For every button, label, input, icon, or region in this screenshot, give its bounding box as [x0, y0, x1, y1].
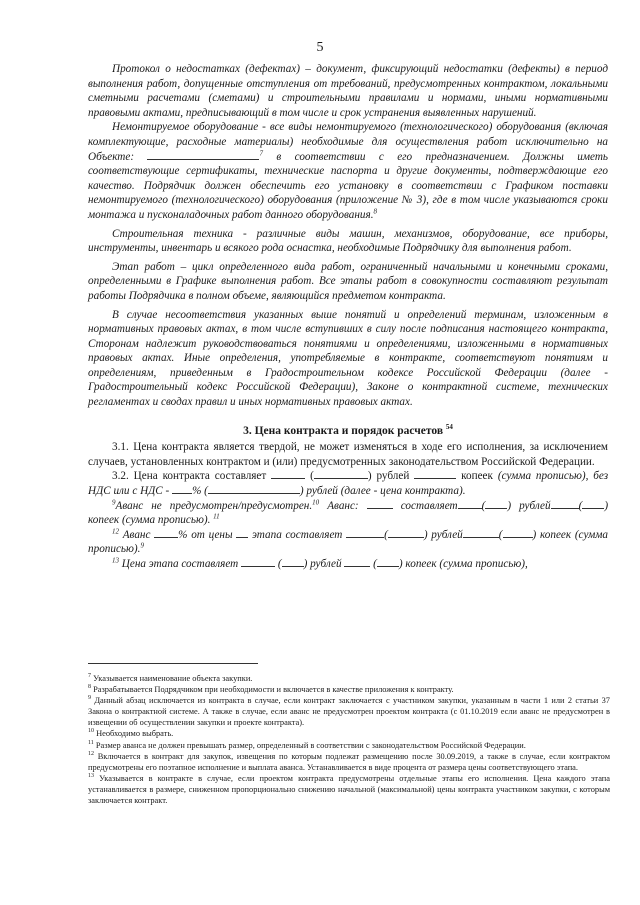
clause-text: ( [578, 499, 583, 512]
clause-text: ) рублей [303, 558, 342, 570]
clause-text: Цена этапа составляет [121, 558, 239, 570]
paragraph-defects-protocol: Протокол о недостатках (дефектах) – документ, фиксирующий недостатки (дефекты) в период выполнения работ, допущенные отступления от требований, предусмотренных контрактом, локальными сметными расчетами (сметами) и строительными правилами и нормами, иными нормативными правовыми актами, предписывающий в том числе и срок устранения выявленных нарушений. [88, 63, 608, 119]
footnote-text: Разрабатывается Подрядчиком при необходимости и включается в качестве приложения к контракту. [93, 685, 454, 695]
clause-text: ( [498, 528, 503, 541]
section-title: 3. Цена контракта и порядок расчетов [243, 424, 444, 437]
clause-text: ) рублей (далее - цена контракта). [299, 485, 466, 498]
blank-field [377, 557, 399, 567]
clause-advance [88, 499, 608, 528]
footnote-7 [88, 673, 610, 684]
section-heading [88, 424, 608, 439]
clause-text: Аванс не предусмотрен/предусмотрен. [115, 499, 313, 512]
clause-text: ( [481, 499, 486, 512]
clause-text: ) рублей [367, 470, 410, 483]
footnote-ref: 10 [312, 497, 320, 506]
footnote-ref: 9 [140, 541, 144, 550]
blank-field [241, 557, 275, 567]
clause-text: ) копеек (сумма прописью), [398, 558, 528, 570]
footnote-number: 10 [88, 728, 94, 735]
clause-text: % ( [192, 485, 208, 498]
footnotes [88, 673, 610, 806]
paragraph-work-stage: Этап работ – цикл определенного вида работ, ограниченный начальными и конечными сроками, определенными в Графике выполнения работ. Все этапы работ в совокупности составляют результат работы Подрядчика в полном объеме, являющийся предметом контракта. [88, 260, 608, 302]
footnote-ref: 12 [112, 527, 119, 536]
footnote-number: 11 [88, 739, 94, 746]
clause-3-2 [88, 469, 608, 498]
blank-field [208, 484, 300, 494]
footnote-ref: 13 [112, 556, 119, 565]
clause-text: ) [532, 528, 537, 541]
clause-text: рублей [519, 499, 551, 512]
footnote-10 [88, 728, 610, 739]
clause-text: составляет [400, 499, 458, 512]
blank-field [463, 528, 499, 538]
footnote-13 [88, 773, 610, 806]
clause-text: Аванс [122, 528, 151, 541]
clause-text: ( [384, 528, 388, 541]
clause-text: Аванс: [327, 499, 359, 512]
clause-text: 3.2. Цена контракта составляет [112, 470, 267, 483]
paragraph-text: Немонтируемое оборудование - все виды немонтируемого (технологического) оборудования (включая комплектующие, расходные материалы) необходимые для осуществления работ исключительно на Объекте: [88, 121, 608, 163]
blank-field [344, 557, 370, 567]
footnote-number: 9 [88, 695, 91, 702]
blank-field [282, 557, 304, 567]
footnote-text: Указывается в контракте в случае, если проектом контракта предусмотрены отдельные этапы его исполнения. Цена каждого этапа устанавливается в размере, сниженном пропорционально снижению начальной (максимальной) цены контракта участником закупки, с которым заключается контракт. [88, 773, 611, 806]
paragraph-terms-mismatch: В случае несоответствия указанных выше понятий и определений терминам, изложенным в нормативных правовых актах, в том числе вступивших в силу после подписания настоящего контракта, Сторонам надлежит руководствоваться понятиями и определениями, изложенными в нормативных правовых актах. Иные определения, употребляемые в контракте, соответствуют понятиям и определениям, приведенным в Градостроительном кодексе Российской Федерации (далее - Градостроительный кодекс Российской Федерации), Законе о контрактной системе, технических регламентах и сводах правил и иных нормативных правовых актах. [88, 308, 608, 409]
paragraph-nonmounted-equipment [88, 120, 608, 222]
page-number: 5 [316, 40, 324, 55]
blank-field [503, 528, 533, 538]
blank-field [147, 150, 259, 160]
clause-stage-advance [88, 528, 608, 557]
blank-field [485, 499, 507, 509]
blank-field [414, 469, 456, 479]
footnote-text: Указывается наименование объекта закупки. [93, 674, 253, 683]
footnote-ref: 7 [259, 148, 263, 157]
footnote-number: 7 [88, 673, 91, 680]
clause-text: ) копеек (сумма прописью). [88, 499, 609, 527]
clause-text: ( [373, 558, 377, 570]
clause-text: (сумма прописью), без НДС или с НДС - [88, 470, 609, 498]
clause-text: ) рублей [423, 528, 463, 541]
clause-text: копеек (сумма прописью). [88, 528, 609, 556]
footnote-11 [88, 740, 610, 751]
footnote-number: 13 [88, 773, 94, 780]
footnote-9 [88, 695, 610, 728]
blank-field [551, 499, 579, 509]
footnote-8 [88, 684, 610, 695]
footnote-ref: 9 [112, 497, 116, 506]
blank-field [582, 499, 604, 509]
paragraph-construction-machinery: Строительная техника - различные виды машин, механизмов, оборудование, все приборы, инструменты, инвентарь и всякого рода оснастка, необходимые Подрядчику для выполнения работ. [88, 227, 608, 255]
clause-stage-price [88, 557, 608, 572]
footnote-12 [88, 751, 610, 773]
footnote-text: Размер аванса не должен превышать размер, определенный в соответствии с законодательством Российской Федерации. [95, 740, 526, 750]
footnote-separator [88, 663, 258, 664]
blank-field [314, 469, 368, 479]
clause-text: копеек [461, 470, 493, 483]
blank-field [271, 469, 305, 479]
footnote-ref: 54 [445, 422, 453, 431]
clause-text: этапа составляет [252, 528, 343, 541]
footnote-text: Необходимо выбрать. [96, 729, 174, 739]
footnote-text: Включается в контракт для закупок, извещения по которым подлежат размещению после 30.09.2019, а также в случае, если контрактом предусмотрены его поэтапное исполнение и выплата аванса. Устанавливается в виде процента от размера цены соответствующего этапа. [88, 751, 610, 772]
footnote-ref: 11 [213, 512, 220, 521]
footnote-number: 12 [88, 750, 94, 757]
footnote-ref: 8 [373, 207, 378, 216]
blank-field [367, 499, 393, 509]
blank-field [154, 528, 178, 538]
clause-text: ) [507, 499, 512, 512]
blank-field [172, 484, 192, 494]
clause-text: ( [277, 558, 282, 570]
blank-field [236, 528, 248, 538]
clause-3-1: 3.1. Цена контракта является твердой, не может изменяться в ходе его исполнения, за исключением случаев, установленных контрактом и (или) предусмотренных законодательством Российской Федерации. [88, 441, 608, 468]
clause-text: % от цены [178, 528, 233, 541]
blank-field [346, 528, 384, 538]
blank-field [388, 528, 424, 538]
main-text [88, 62, 608, 572]
footnote-text: Данный абзац исключается из контракта в случае, если контракт заключается с участником закупки, указанным в части 1 или 2 статьи 37 Закона о контрактной системе. А также в случае, если аванс не предусмотрен проектом контракта (с 01.10.2019 если аванс не предусмотрен в извещении об осуществлении закупки и проекте контракта). [88, 696, 610, 728]
footnote-number: 8 [88, 684, 91, 691]
blank-field [458, 499, 482, 509]
clause-text: ( [310, 470, 314, 483]
paragraph-text: в соответствии с его предназначением. Должны иметь соответствующие сертификаты, технические паспорта и другие документы, подтверждающие его качество. Подрядчик должен обеспечить его установку в соответствии с Графиком поставки немонтируемого (технологического) оборудования (приложение № 3), где в том числе указываются сроки монтажа и пусконаладочных работ данного оборудования. [88, 150, 608, 221]
